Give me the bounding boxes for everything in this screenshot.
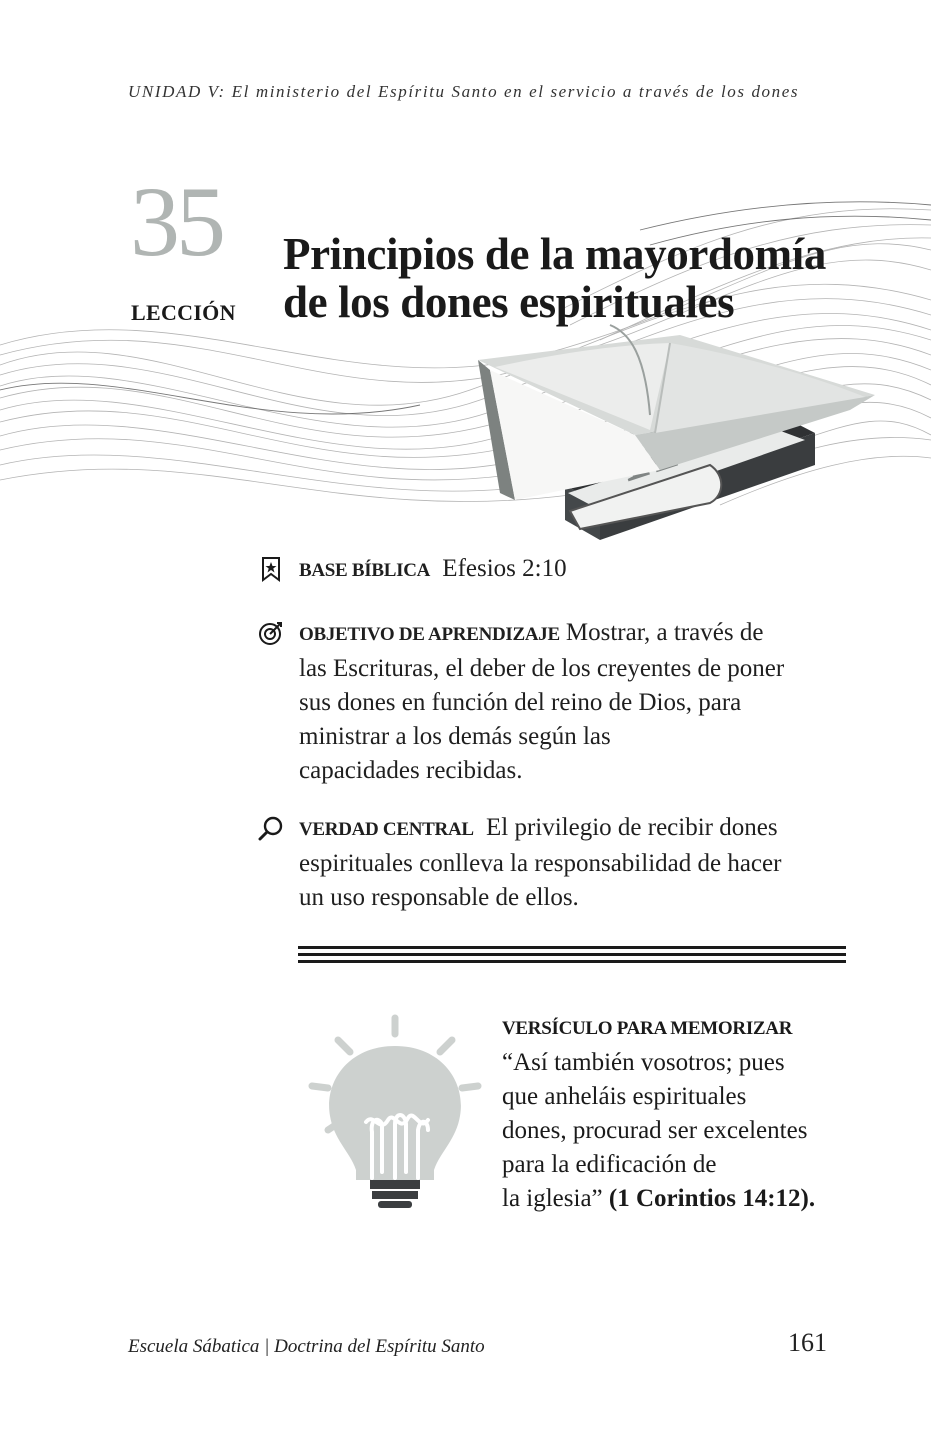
section-divider [298,946,846,967]
magnifier-icon [258,815,284,841]
base-biblica-block [258,552,858,588]
objetivo-line3: sus dones en función del reino de Dios, para [299,689,742,716]
objetivo-line1: Mostrar, a través de [565,619,764,646]
objetivo-line2: las Escrituras, el deber de los creyentes de poner [299,655,785,682]
lesson-title [283,230,903,326]
running-header: UNIDAD V: El ministerio del Espíritu Santo en el servicio a través de los dones [128,82,800,101]
lesson-number: 35 [130,166,222,277]
verdad-line2: espirituales conlleva la responsabilidad de hacer [299,850,782,877]
base-biblica-label: BASE BÍBLICA [299,560,431,581]
objetivo-block [258,616,858,788]
memory-line3: dones, procurad ser excelentes [502,1117,808,1144]
objetivo-line4: ministrar a los demás según las [299,723,611,750]
verdad-block [258,811,858,915]
verdad-line1: El privilegio de recibir dones [485,814,778,841]
page-number: 161 [788,1328,827,1357]
base-biblica-text: Efesios 2:10 [442,555,567,582]
lesson-title-line2: de los dones espirituales [283,277,735,327]
target-icon [258,620,284,646]
memory-line2: que anheláis espirituales [502,1083,747,1110]
lesson-label: LECCIÓN [131,300,236,325]
lesson-title-line1: Principios de la mayordomía [283,229,826,279]
memory-reference: (1 Corintios 14:12). [608,1185,816,1212]
books-illustration [470,315,880,545]
memory-label: VERSÍCULO PARA MEMORIZAR [502,1018,793,1039]
footer-book-title: Escuela Sábatica | Doctrina del Espíritu Santo [128,1336,485,1357]
memory-verse-block [502,1010,862,1216]
objetivo-line5: capacidades recibidas. [299,757,523,784]
verdad-line3: un uso responsable de ellos. [299,884,579,911]
bookmark-icon [258,556,284,582]
verdad-label: VERDAD CENTRAL [299,819,474,840]
memory-line4: para la edificación de [502,1151,717,1178]
memory-line5: la iglesia” [502,1185,603,1212]
objetivo-label: OBJETIVO DE APRENDIZAJE [299,624,560,645]
memory-line1: “Así también vosotros; pues [502,1049,785,1076]
lightbulb-icon [300,1012,490,1212]
